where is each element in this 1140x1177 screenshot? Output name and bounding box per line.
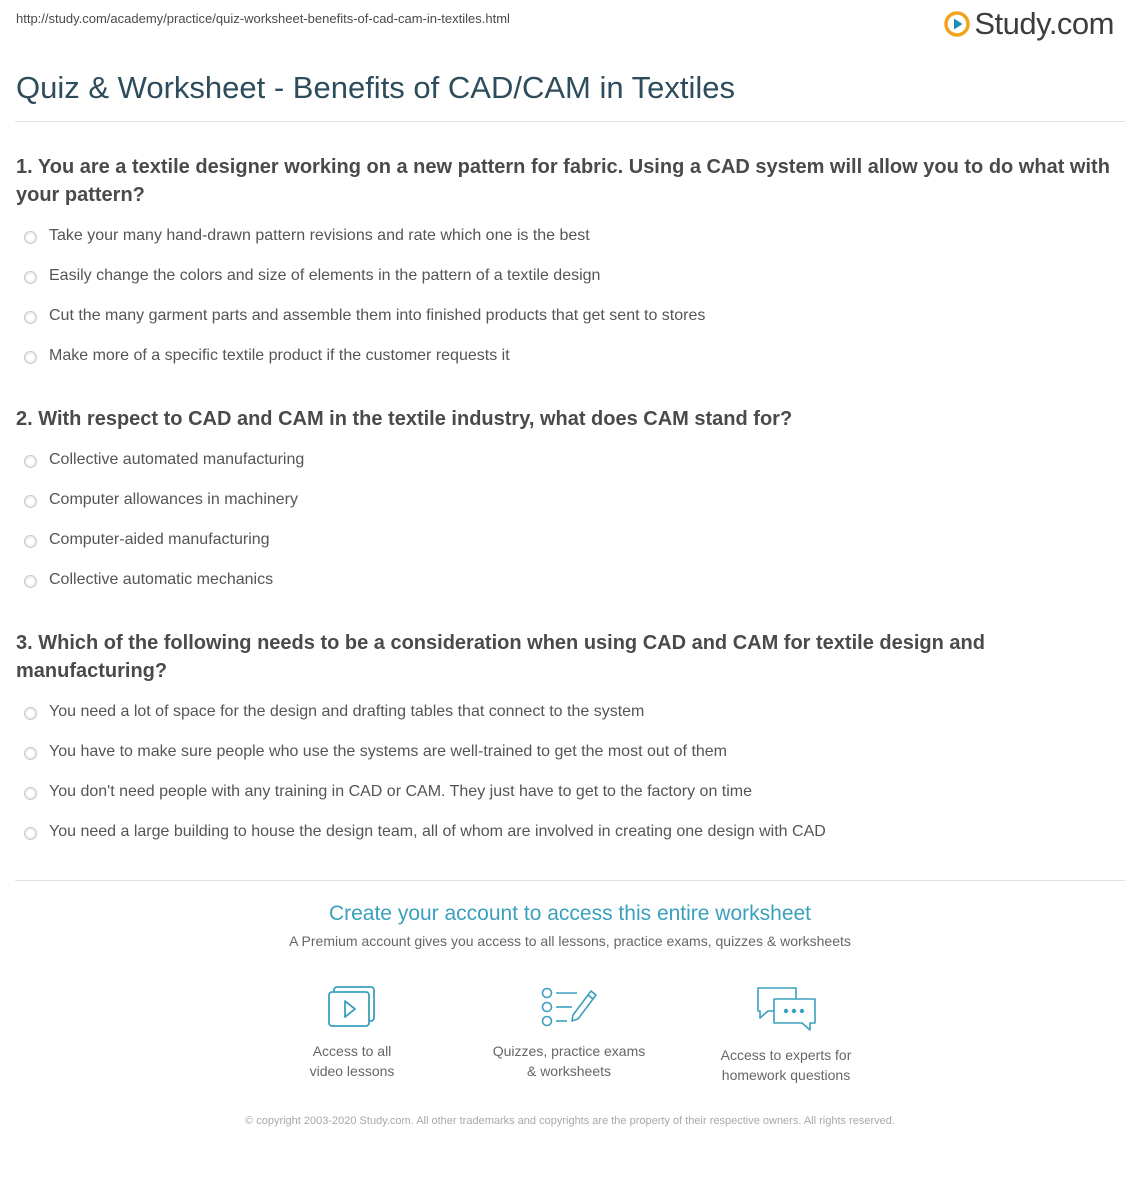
radio-icon[interactable] [24, 827, 37, 840]
answer-option[interactable] [22, 491, 304, 531]
title-divider [15, 121, 1125, 122]
radio-icon[interactable] [24, 747, 37, 760]
logo-text: Study.com [974, 6, 1114, 41]
feature-experts [686, 985, 886, 1085]
answer-label: You need a lot of space for the design and drafting tables that connect to the system [49, 703, 645, 720]
answer-label: Collective automated manufacturing [49, 451, 305, 468]
create-account-link[interactable]: Create your account to access this entire worksheet [328, 902, 812, 925]
answer-option[interactable] [22, 823, 826, 863]
answer-option[interactable] [22, 267, 705, 307]
radio-icon[interactable] [24, 707, 37, 720]
question-2-text: 2. With respect to CAD and CAM in the textile industry, what does CAM stand for? [16, 408, 793, 430]
question-3-answers [22, 703, 826, 863]
radio-icon[interactable] [24, 575, 37, 588]
study-logo[interactable] [944, 6, 1114, 42]
video-lesson-icon [326, 985, 378, 1029]
answer-option[interactable] [22, 703, 826, 743]
answer-label: Computer allowances in machinery [49, 491, 298, 508]
feature-video-lessons [252, 985, 452, 1081]
answer-label: Collective automatic mechanics [49, 571, 274, 588]
play-logo-icon [944, 11, 970, 37]
answer-label: You don't need people with any training in CAD or CAM. They just have to get to the factory on time [49, 783, 753, 800]
answer-label: You have to make sure people who use the systems are well-trained to get the most out of them [49, 743, 728, 760]
answer-label: Computer-aided manufacturing [49, 531, 270, 548]
question-1-text: 1. You are a textile designer working on a new pattern for fabric. Using a CAD system will allow you to do what with your pattern? [16, 156, 1110, 206]
answer-option[interactable] [22, 783, 826, 823]
answer-label: Make more of a specific textile product if the customer requests it [49, 347, 510, 364]
radio-icon[interactable] [24, 535, 37, 548]
radio-icon[interactable] [24, 231, 37, 244]
answer-label: Easily change the colors and size of elements in the pattern of a textile design [49, 267, 601, 284]
answer-label: You need a large building to house the design team, all of whom are involved in creating one design with CAD [49, 823, 826, 840]
answer-option[interactable] [22, 307, 705, 347]
answer-option[interactable] [22, 347, 705, 387]
answer-option[interactable] [22, 451, 304, 491]
question-2-answers [22, 451, 304, 611]
premium-description: A Premium account gives you access to all lessons, practice exams, quizzes & worksheets [289, 933, 851, 949]
answer-option[interactable] [22, 227, 705, 267]
feature-label: Access to all video lessons [309, 1043, 395, 1079]
radio-icon[interactable] [24, 311, 37, 324]
answer-option[interactable] [22, 571, 304, 611]
answer-label: Take your many hand-drawn pattern revisions and rate which one is the best [49, 227, 590, 244]
feature-label: Access to experts for homework questions [720, 1047, 852, 1083]
radio-icon[interactable] [24, 455, 37, 468]
question-3-text: 3. Which of the following needs to be a consideration when using CAD and CAM for textile design and manufacturing? [16, 632, 985, 682]
chat-bubbles-icon [754, 985, 818, 1033]
copyright-text: © copyright 2003-2020 Study.com. All other trademarks and copyrights are the property of their respective owners. All rights reserved. [245, 1115, 895, 1127]
page-url[interactable]: http://study.com/academy/practice/quiz-worksheet-benefits-of-cad-cam-in-textiles.html [16, 11, 510, 26]
answer-option[interactable] [22, 743, 826, 783]
page-title: Quiz & Worksheet - Benefits of CAD/CAM in Textiles [16, 70, 735, 105]
radio-icon[interactable] [24, 495, 37, 508]
cta-divider [15, 880, 1125, 881]
answer-option[interactable] [22, 531, 304, 571]
quiz-checklist-icon [539, 985, 599, 1029]
radio-icon[interactable] [24, 271, 37, 284]
question-1-answers [22, 227, 705, 387]
radio-icon[interactable] [24, 787, 37, 800]
feature-quizzes [469, 985, 669, 1081]
radio-icon[interactable] [24, 351, 37, 364]
feature-label: Quizzes, practice exams & worksheets [492, 1043, 646, 1079]
answer-label: Cut the many garment parts and assemble them into finished products that get sent to stores [49, 307, 706, 324]
